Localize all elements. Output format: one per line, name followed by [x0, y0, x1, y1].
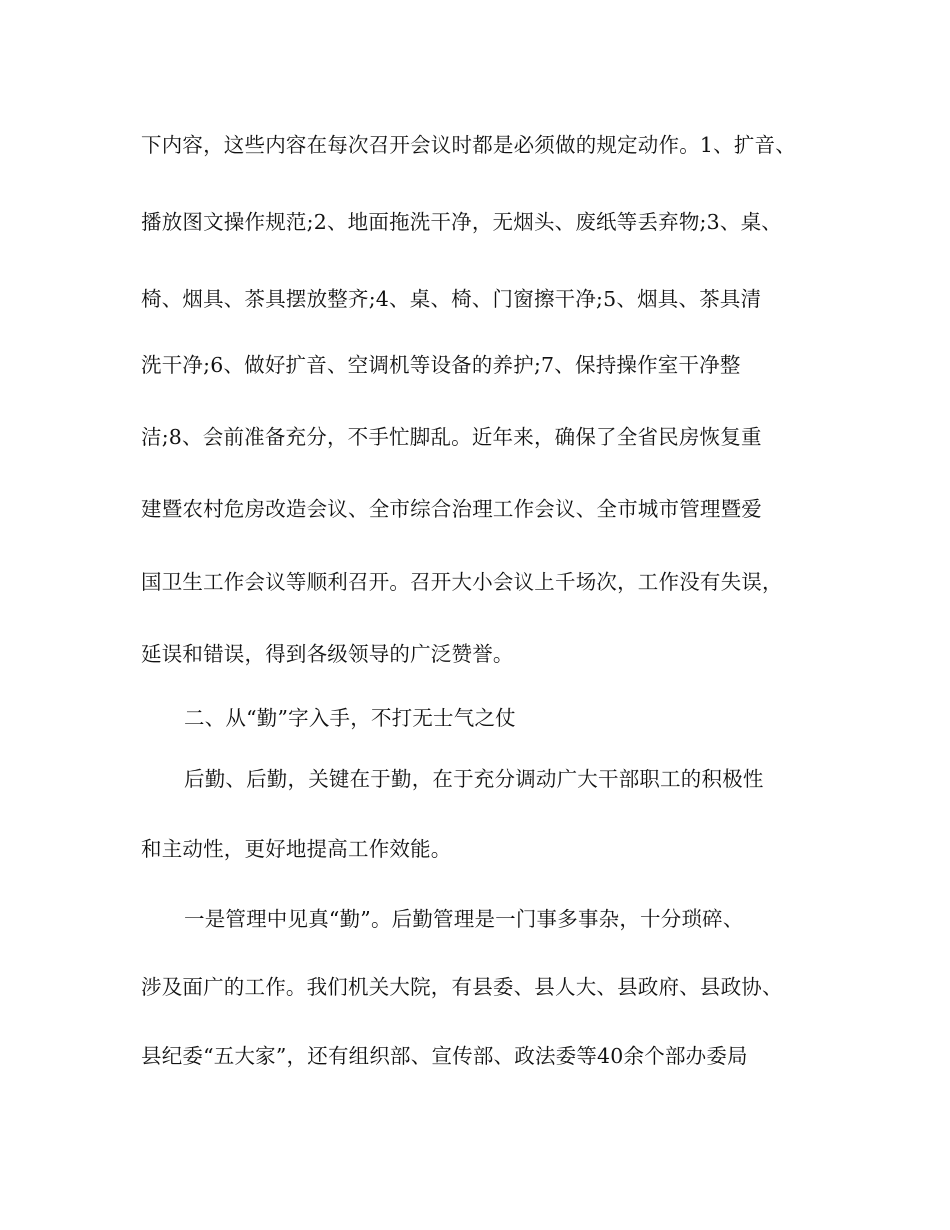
text-line: 椅、烟具、茶具摆放整齐;4、桌、椅、门窗擦干净;5、烟具、茶具清	[141, 287, 762, 311]
text-line: 和主动性，更好地提高工作效能。	[141, 837, 452, 861]
text-line: 下内容，这些内容在每次召开会议时都是必须做的规定动作。1、扩音、	[141, 133, 796, 157]
section-heading: 二、从“勤”字入手，不打无士气之仗	[184, 706, 516, 730]
text-line: 延误和错误，得到各级领导的广泛赞誉。	[141, 642, 514, 666]
text-line: 建暨农村危房改造会议、全市综合治理工作会议、全市城市管理暨爱	[141, 497, 762, 521]
text-line: 洗干净;6、做好扩音、空调机等设备的养护;7、保持操作室干净整	[141, 353, 741, 377]
text-line: 洁;8、会前准备充分，不手忙脚乱。近年来，确保了全省民房恢复重	[141, 425, 762, 449]
text-line: 播放图文操作规范;2、地面拖洗干净，无烟头、废纸等丢弃物;3、桌、	[141, 210, 782, 234]
text-line: 涉及面广的工作。我们机关大院，有县委、县人大、县政府、县政协、	[141, 975, 783, 999]
paragraph-start: 一是管理中见真“勤”。后勤管理是一门事多事杂，十分琐碎、	[184, 907, 744, 931]
text-line: 县纪委“五大家”，还有组织部、宣传部、政法委等40余个部办委局	[141, 1044, 748, 1068]
paragraph-start: 后勤、后勤，关键在于勤，在于充分调动广大干部职工的积极性	[184, 767, 764, 791]
text-line: 国卫生工作会议等顺利召开。召开大小会议上千场次，工作没有失误，	[141, 570, 783, 594]
